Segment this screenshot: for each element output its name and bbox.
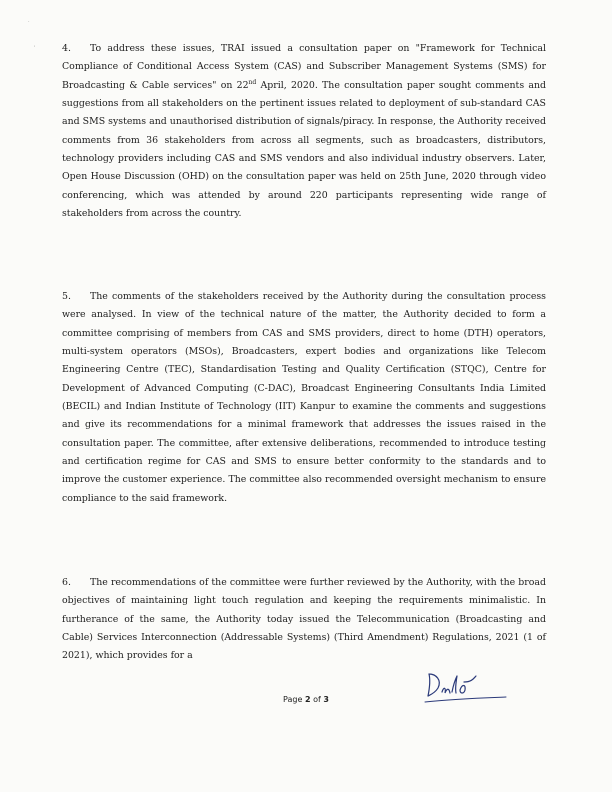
page-current: 2 xyxy=(304,695,311,704)
ordinal-suffix: nd xyxy=(248,78,257,86)
paragraph-number: 4. xyxy=(62,43,71,54)
paragraph-text: The recommendations of the committee were further reviewed by the Authority, with the broad objectives of maintaining light touch regulation and keeping the requirements minimalistic. In furtherance of the same, the Authority today issued the Telecommunication (Broadcasting and Cable) Services Interconnection (Addressable Systems) (Third Amendment) Regulations, 2021 (1 of 2021), which provides for a xyxy=(62,577,546,662)
paragraph-number: 5. xyxy=(62,291,71,302)
page-label: Page xyxy=(283,695,303,704)
page-total: 3 xyxy=(323,695,329,704)
paragraph-4 xyxy=(62,40,546,223)
page-footer xyxy=(0,695,612,704)
paragraph-text-continued: April, 2020. The consultation paper sought comments and suggestions from all stakeholders on the pertinent issues related to deployment of sub-standard CAS and SMS systems and unauthorised distribution of signals/piracy. In response, the Authority received comments from 36 stakeholders from across all segments, such as broadcasters, distributors, technology providers including CAS and SMS vendors and also individual industry observers. Later, Open House Discussion (OHD) on the consultation paper was held on 25th June, 2020 through video conferencing, which was attended by around 220 participants representing wide range of stakeholders from across the country. xyxy=(62,79,546,220)
margin-mark: ' xyxy=(34,45,36,51)
paragraph-number: 6. xyxy=(62,577,71,588)
paragraph-6 xyxy=(62,574,546,666)
margin-mark: . xyxy=(28,18,30,24)
signature-icon xyxy=(420,668,510,708)
paragraph-text: The comments of the stakeholders received by the Authority during the consultation process were analysed. In view of the technical nature of the matter, the Authority decided to form a committee comprising of members from CAS and SMS providers, direct to home (DTH) operators, multi-system operators (MSOs), Broadcasters, expert bodies and organizations like Telecom Engineering Centre (TEC), Standardisation Testing and Quality Certification (STQC), Centre for Development of Advanced Computing (C-DAC), Broadcast Engineering Consultants India Limited (BECIL) and Indian Institute of Technology (IIT) Kanpur to examine the comments and suggestions and give its recommendations for a minimal framework that addresses the issues raised in the consultation paper. The committee, after extensive deliberations, recommended to introduce testing and certification regime for CAS and SMS to ensure better conformity to the standards and to improve the customer experience. The committee also recommended oversight mechanism to ensure compliance to the said framework. xyxy=(62,291,546,504)
paragraph-5 xyxy=(62,288,546,508)
paragraph-text: To address these issues, TRAI issued a consultation paper on "Framework for Technical Compliance of Conditional Access System (CAS) and Subscriber Management Systems (SMS) for Broadcasting & Cable services" on 22 xyxy=(62,43,546,91)
page-of-label: of xyxy=(313,695,321,704)
